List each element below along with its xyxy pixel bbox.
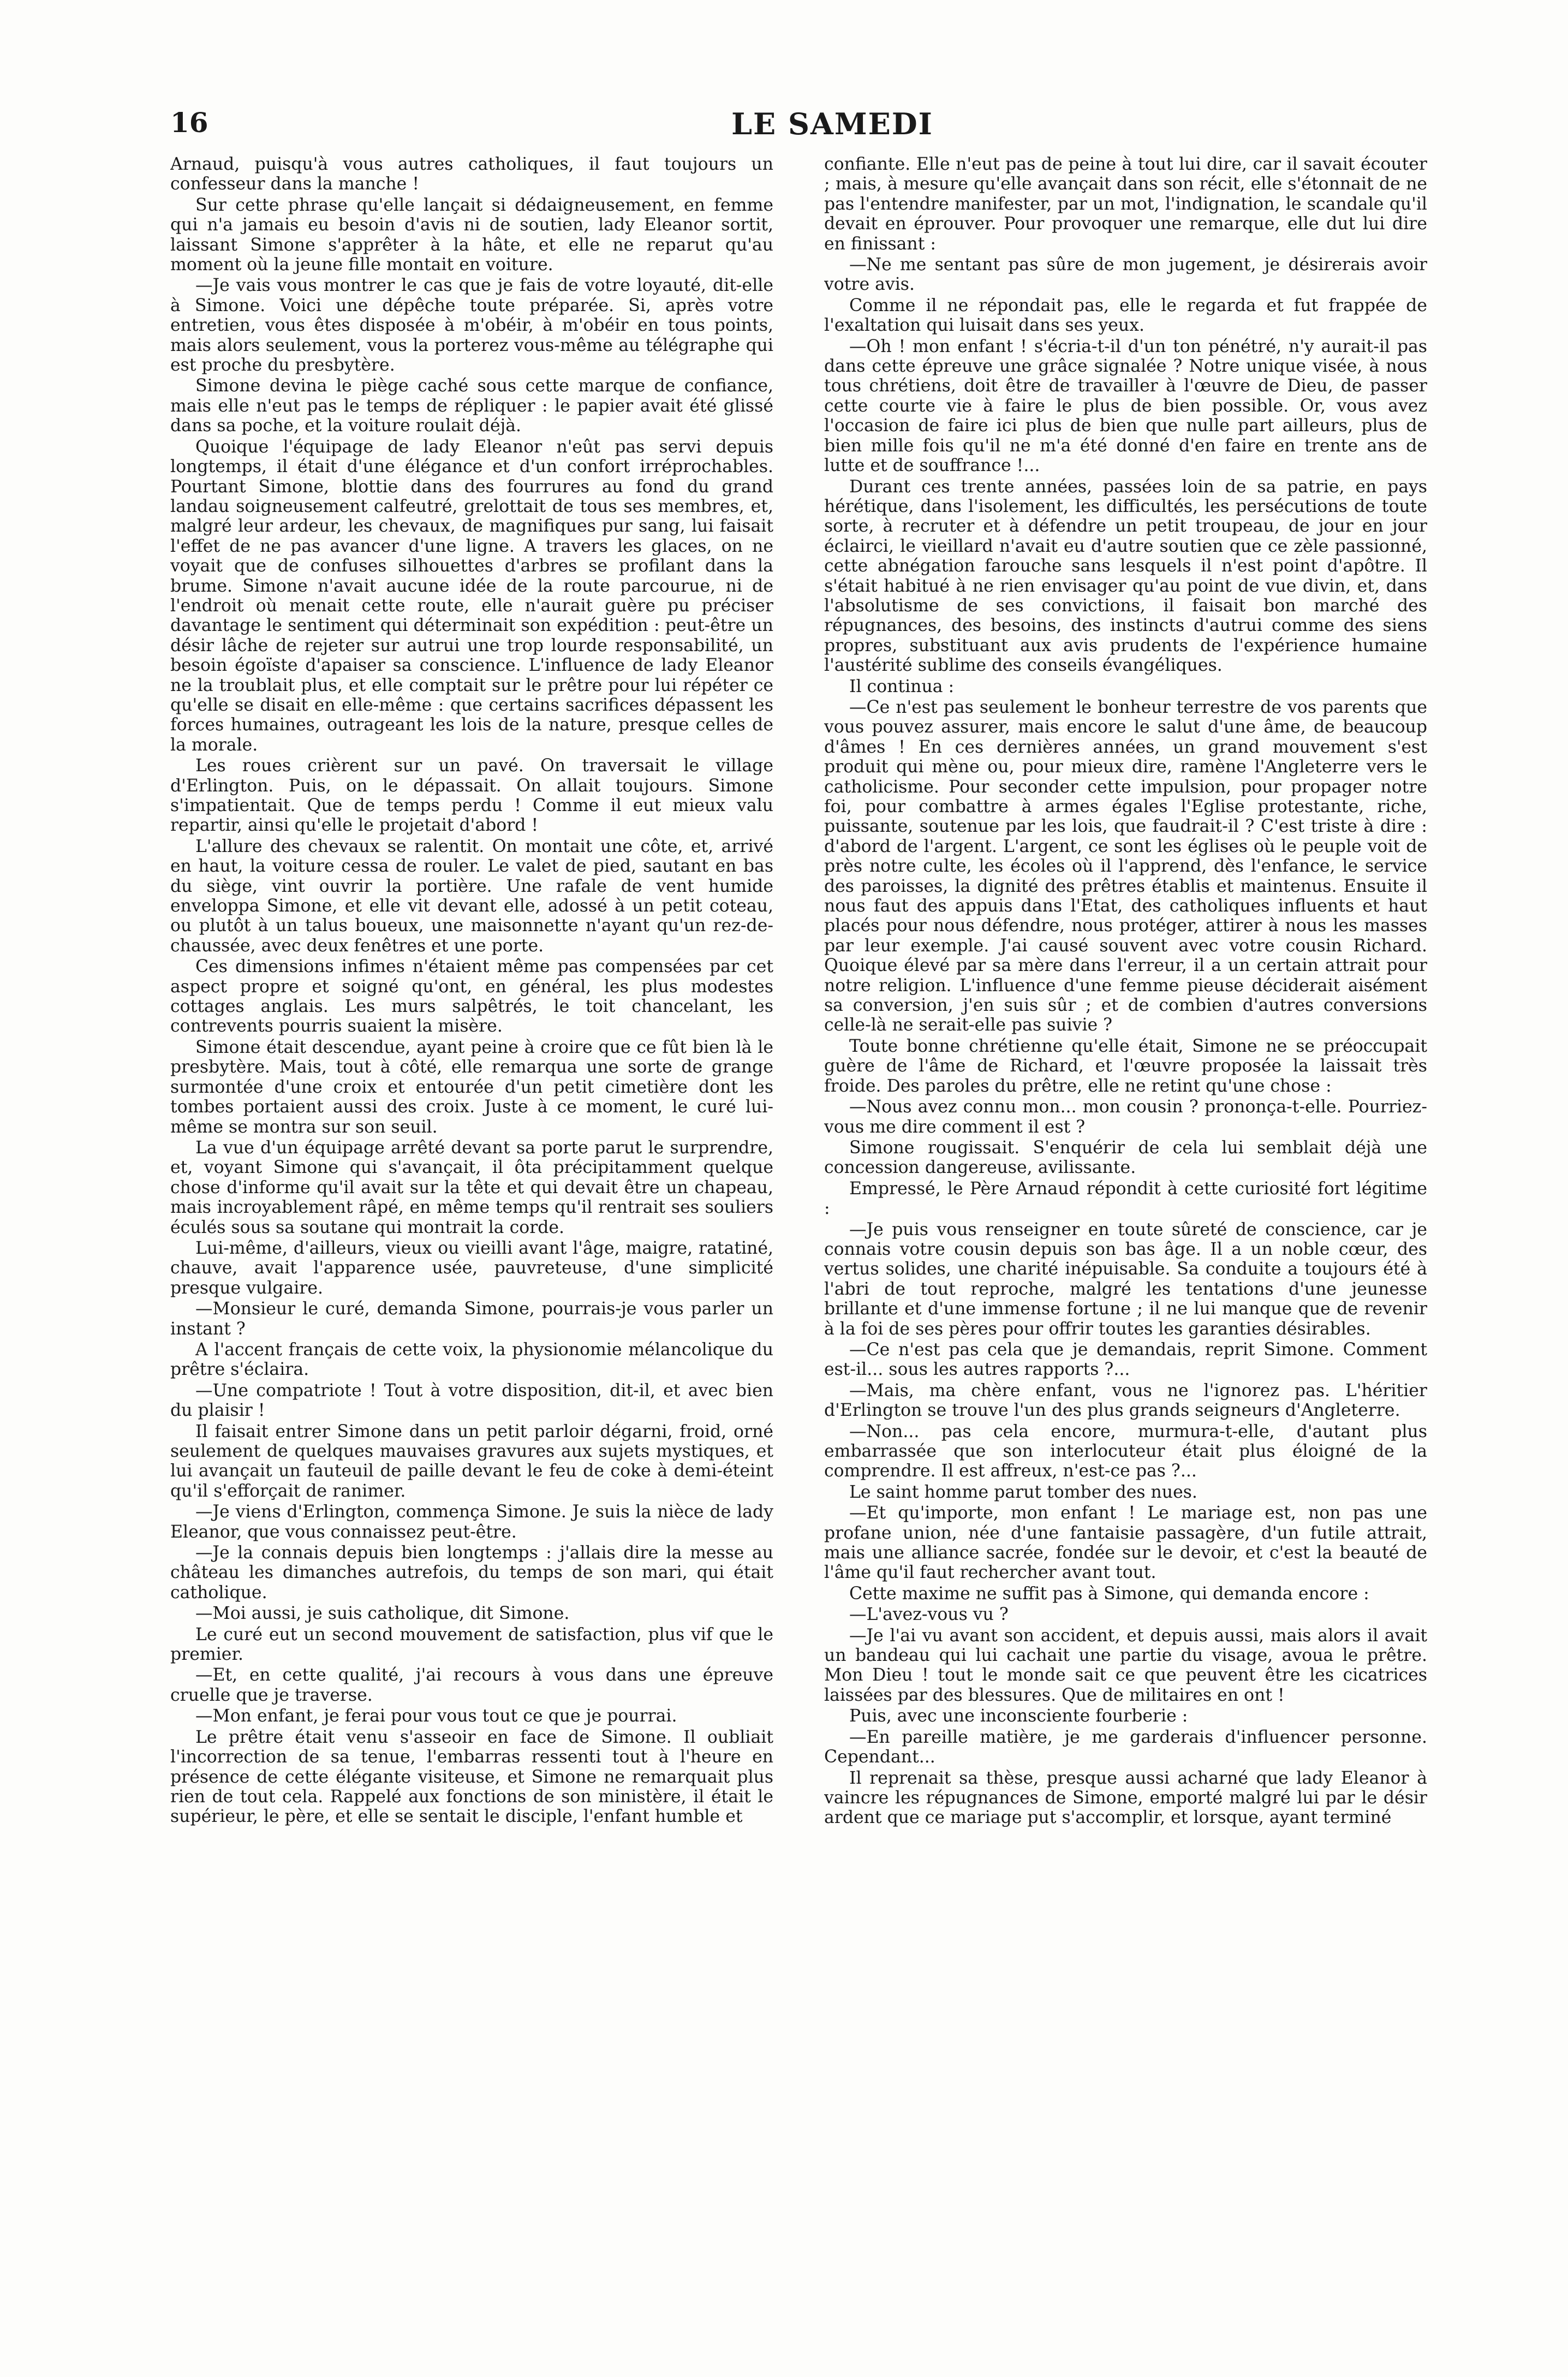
paragraph: A l'accent français de cette voix, la physionomie mélancolique du prêtre s'éclaira. (170, 1339, 773, 1380)
paragraph: —Je vais vous montrer le cas que je fais de votre loyauté, dit-elle à Simone. Voici une dépêche toute préparée. Si, après votre entretien, vous êtes disposée à m'obéir, à m'obéir en tous points, mais alors seulement, vous la porterez vous-même au télégraphe qui est proche du presbytère. (170, 276, 773, 376)
paragraph: Le prêtre était venu s'asseoir en face de Simone. Il oubliait l'incorrection de sa tenue, l'embarras ressenti tout à l'heure en présence de cette élégante visiteuse, et Simone ne remarquait plus rien de tout cela. Rappelé aux fonctions de son ministère, il était le supérieur, le père, et elle se sentait le disciple, l'enfant humble et (170, 1727, 773, 1827)
paragraph: —Je puis vous renseigner en toute sûreté de conscience, car je connais votre cousin depuis son bas âge. Il a un noble cœur, des vertus solides, une charité inépuisable. Sa conduite a toujours été à l'abri de tout reproche, malgré les tentations d'une jeunesse brillante et d'une immense fortune ; il ne lui manque que de revenir à la foi de ses pères pour offrir toutes les garanties désirables. (824, 1219, 1427, 1339)
page-header (164, 106, 1501, 150)
paragraph: —Monsieur le curé, demanda Simone, pourrais-je vous parler un instant ? (170, 1299, 773, 1339)
paragraph: Le saint homme parut tomber des nues. (849, 1482, 1197, 1502)
paragraph: Durant ces trente années, passées loin de sa patrie, en pays hérétique, dans l'isolement, les difficultés, les persécutions de toute sorte, à recruter et à défendre un petit troupeau, de jour en jour éclairci, le vieillard n'avait eu d'autre soutien que ce zèle passionné, cette abnégation farouche sans lesquels il n'est point d'apôtre. Il s'était habitué à ne rien envisager qu'au point de vue divin, et, dans l'absolutisme de ses convictions, il faisait bon marché des répugnances, des besoins, des instincts d'autrui comme des siens propres, substituant aux avis prudents de l'expérience humaine l'austérité sublime des conseils évangéliques. (824, 476, 1427, 676)
paragraph: Le curé eut un second mouvement de satisfaction, plus vif que le premier. (170, 1624, 773, 1665)
paragraph: —Mais, ma chère enfant, vous ne l'ignorez pas. L'héritier d'Erlington se trouve l'un des plus grands seigneurs d'Angleterre. (824, 1380, 1427, 1421)
paragraph: Toute bonne chrétienne qu'elle était, Simone ne se préoccupait guère de l'âme de Richard, et l'œuvre proposée la laissait très froide. Des paroles du prêtre, elle ne retint qu'une chose : (824, 1036, 1427, 1096)
paragraph: Puis, avec une inconsciente fourberie : (849, 1706, 1188, 1726)
paragraph: La vue d'un équipage arrêté devant sa porte parut le surprendre, et, voyant Simone qui s'avançait, il ôta précipitamment quelque chose d'informe qu'il avait sur la tête et qui devait être un chapeau, mais incroyablement râpé, en même temps qu'il rentrait ses souliers éculés sous sa soutane qui montrait la corde. (170, 1137, 773, 1237)
paragraph: Cette maxime ne suffit pas à Simone, qui demanda encore : (849, 1583, 1369, 1604)
paragraph: —Je l'ai vu avant son accident, et depuis aussi, mais alors il avait un bandeau qui lui cachait une partie du visage, avoua le prêtre. Mon Dieu ! tout le monde sait ce que peuvent être les cicatrices laissées par des blessures. Que de militaires en ont ! (824, 1625, 1427, 1705)
paragraph: Les roues crièrent sur un pavé. On traversait le village d'Erlington. Puis, on le dépassait. On allait toujours. Simone s'impatientait. Que de temps perdu ! Comme il eut mieux valu repartir, ainsi qu'elle le projetait d'abord ! (170, 756, 773, 836)
paragraph: Il reprenait sa thèse, presque aussi acharné que lady Eleanor à vaincre les répugnances de Simone, emporté malgré lui par le désir ardent que ce mariage put s'accomplir, et lorsque, ayant terminé (824, 1768, 1427, 1828)
paragraph: —Ce n'est pas seulement le bonheur terrestre de vos parents que vous pouvez assurer, mais encore le salut d'une âme, de beaucoup d'âmes ! En ces dernières années, un grand mouvement s'est produit qui mène ou, pour mieux dire, ramène l'Angleterre vers le catholicisme. Pour seconder cette impulsion, pour propager notre foi, pour combattre à armes égales l'Eglise protestante, riche, puissante, soutenue par les lois, que faudrait-il ? C'est triste à dire : d'abord de l'argent. L'argent, ce sont les églises où le peuple voit de près notre culte, les écoles où il l'apprend, dès l'enfance, le service des paroisses, la dignité des prêtres établis et maintenus. Ensuite il nous faut des appuis dans l'Etat, des catholiques influents et haut placés pour nous défendre, nous protéger, attirer à nous les masses par leur exemple. J'ai causé souvent avec votre cousin Richard. Quoique élevé par sa mère dans l'erreur, il a un certain attrait pour notre religion. L'influence d'une femme pieuse déciderait aisément sa conversion, j'en suis sûr ; et de combien d'autres conversions celle-là ne serait-elle pas suivie ? (824, 697, 1427, 1035)
paragraph: —Oh ! mon enfant ! s'écria-t-il d'un ton pénétré, n'y aurait-il pas dans cette épreuve une grâce signalée ? Notre unique visée, à nous tous chrétiens, doit être de travailler à l'œuvre de Dieu, de passer cette courte vie à faire le plus de bien possible. Or, vous avez l'occasion de faire ici plus de bien que nulle part ailleurs, plus de bien mille fois qu'il ne m'a été donné d'en faire en trente ans de lutte et de souffrance !... (824, 336, 1427, 476)
paragraph: L'allure des chevaux se ralentit. On montait une côte, et, arrivé en haut, la voiture cessa de rouler. Le valet de pied, sautant en bas du siège, vint ouvrir la portière. Une rafale de vent humide enveloppa Simone, et elle vit devant elle, adossé à un petit coteau, ou plutôt à un talus boueux, une maisonnette n'ayant qu'un rez-de-chaussée, avec deux fenêtres et une porte. (170, 836, 773, 956)
paragraph: Simone était descendue, ayant peine à croire que ce fût bien là le presbytère. Mais, tout à côté, elle remarqua une sorte de grange surmontée d'une croix et entourée d'un petit cimetière dont les tombes portaient aussi des croix. Juste à ce moment, le curé lui-même se montra sur son seuil. (170, 1037, 773, 1137)
paragraph: Lui-même, d'ailleurs, vieux ou vieilli avant l'âge, maigre, ratatiné, chauve, avait l'apparence usée, pauvreteuse, d'une simplicité presque vulgaire. (170, 1238, 773, 1298)
paragraph: Sur cette phrase qu'elle lançait si dédaigneusement, en femme qui n'a jamais eu besoin d'avis ni de soutien, lady Eleanor sortit, laissant Simone s'apprêter à la hâte, et elle ne reparut qu'au moment où la jeune fille montait en voiture. (170, 195, 773, 275)
paragraph: Quoique l'équipage de lady Eleanor n'eût pas servi depuis longtemps, il était d'une élégance et d'un confort irréprochables. Pourtant Simone, blottie dans des fourrures au fond du grand landau soigneusement calfeutré, grelottait de tous ses membres, et, malgré leur ardeur, les chevaux, de magnifiques pur sang, lui faisait l'effet de ne pas avancer d'une ligne. A travers les glaces, on ne voyait que de confuses silhouettes d'arbres se profilant dans la brume. Simone n'avait aucune idée de la route parcourue, ni de l'endroit où menait cette route, elle n'aurait guère pu préciser davantage le sentiment qui déterminait son expédition : peut-être un désir lâche de rejeter sur autrui une trop lourde responsabilité, un besoin égoïste d'apaiser sa conscience. L'influence de lady Eleanor ne la troublait plus, et elle comptait sur le prêtre pour lui répéter ce qu'elle se disait en elle-même : que certains sacrifices dépassent les forces humaines, outrageant les lois de la nature, presque celles de la morale. (170, 437, 773, 755)
paragraph: —Et qu'importe, mon enfant ! Le mariage est, non pas une profane union, née d'une fantaisie passagère, d'un futile attrait, mais une alliance sacrée, fondée sur le devoir, et c'est la beauté de l'âme qu'il faut rechercher avant tout. (824, 1503, 1427, 1583)
paragraph: —Une compatriote ! Tout à votre disposition, dit-il, et avec bien du plaisir ! (170, 1380, 773, 1421)
paragraph: confiante. Elle n'eut pas de peine à tout lui dire, car il savait écouter ; mais, à mesure qu'elle avançait dans son récit, elle s'étonnait de ne pas l'entendre manifester, par un mot, l'indignation, le scandale qu'il devait en éprouver. Pour provoquer une remarque, elle dut lui dire en finissant : (824, 154, 1427, 254)
paragraph: Empressé, le Père Arnaud répondit à cette curiosité fort légitime : (824, 1178, 1427, 1219)
paragraph: Il faisait entrer Simone dans un petit parloir dégarni, froid, orné seulement de quelques mauvaises gravures aux sujets mystiques, et lui avançait un fauteuil de paille devant le feu de coke à demi-éteint qu'il s'efforçait de ranimer. (170, 1421, 773, 1501)
paragraph: —Non... pas cela encore, murmura-t-elle, d'autant plus embarrassée que son interlocuteur était plus éloigné de la comprendre. Il est affreux, n'est-ce pas ?... (824, 1421, 1427, 1481)
paragraph: Comme il ne répondait pas, elle le regarda et fut frappée de l'exaltation qui luisait dans ses yeux. (824, 295, 1427, 336)
page-number: 16 (170, 106, 208, 139)
paragraph: Il continua : (849, 676, 955, 696)
paragraph: —L'avez-vous vu ? (849, 1605, 1009, 1625)
paragraph: Simone devina le piège caché sous cette marque de confiance, mais elle n'eut pas le temps de répliquer : le papier avait été glissé dans sa poche, et la voiture roulait déjà. (170, 376, 773, 436)
paragraph: —Je la connais depuis bien longtemps : j'allais dire la messe au château les dimanches autrefois, du temps de son mari, qui était catholique. (170, 1543, 773, 1602)
paragraph: —Ce n'est pas cela que je demandais, reprit Simone. Comment est-il... sous les autres rapports ?... (824, 1339, 1427, 1380)
paragraph: —Et, en cette qualité, j'ai recours à vous dans une épreuve cruelle que je traverse. (170, 1665, 773, 1705)
paragraph: —Ne me sentant pas sûre de mon jugement, je désirerais avoir votre avis. (824, 255, 1427, 295)
paragraph: —Mon enfant, je ferai pour vous tout ce que je pourrai. (195, 1706, 677, 1726)
paragraph: Simone rougissait. S'enquérir de cela lui semblait déjà une concession dangereuse, avilissante. (824, 1137, 1427, 1178)
paragraph: —Nous avez connu mon... mon cousin ? prononça-t-elle. Pourriez-vous me dire comment il est ? (824, 1097, 1427, 1137)
journal-title: LE SAMEDI (731, 106, 933, 141)
paragraph: Ces dimensions infimes n'étaient même pas compensées par cet aspect propre et soigné qu'ont, en général, les plus modestes cottages anglais. Les murs salpêtrés, le toit chancelant, les contrevents pourris suaient la misère. (170, 957, 773, 1036)
paragraph: Arnaud, puisqu'à vous autres catholiques, il faut toujours un confesseur dans la manche ! (170, 154, 773, 194)
paragraph: —En pareille matière, je me garderais d'influencer personne. Cependant... (824, 1727, 1427, 1767)
paragraph: —Moi aussi, je suis catholique, dit Simone. (195, 1604, 570, 1624)
right-column (824, 154, 1427, 2360)
left-column (170, 154, 773, 2360)
paragraph: —Je viens d'Erlington, commença Simone. Je suis la nièce de lady Eleanor, que vous connaissez peut-être. (170, 1502, 773, 1542)
